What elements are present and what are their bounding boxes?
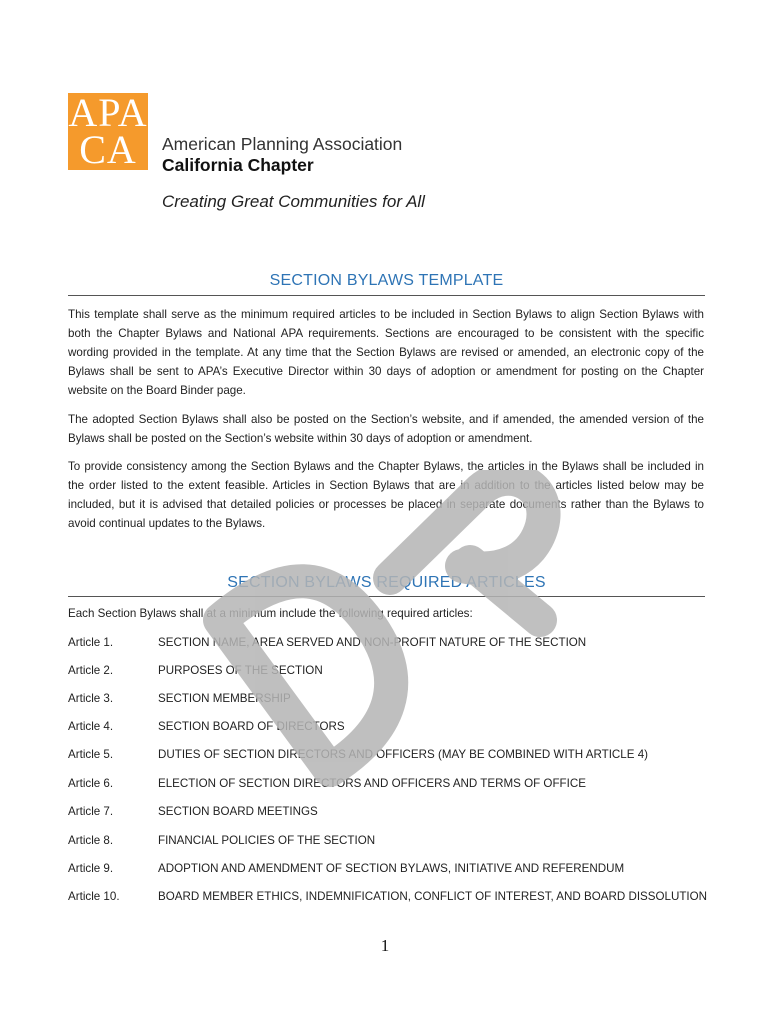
article-title: SECTION MEMBERSHIP [158,692,291,705]
paragraph-website-posting: The adopted Section Bylaws shall also be posted on the Section’s website, and if amended, the amended version of the Bylaws shall be posted on the Section’s website within 30 days of adoption or amendment. [68,413,704,445]
organization-name: American Planning Association [162,134,403,154]
heading-divider [68,295,705,296]
article-number: Article 9. [68,862,114,875]
article-number: Article 6. [68,777,114,790]
required-articles-intro: Each Section Bylaws shall at a minimum include the following required articles: [68,607,473,620]
article-number: Article 2. [68,664,114,677]
article-number: Article 7. [68,805,114,818]
article-title: SECTION BOARD MEETINGS [158,805,318,818]
section-bylaws-template-heading: SECTION BYLAWS TEMPLATE [269,272,504,289]
article-row [68,890,708,908]
article-row [68,692,708,710]
article-number: Article 1. [68,636,114,649]
article-row [68,862,708,880]
article-title: SECTION NAME, AREA SERVED AND NON-PROFIT NATURE OF THE SECTION [158,636,587,649]
article-row [68,720,708,738]
article-title: PURPOSES OF THE SECTION [158,664,323,677]
article-row [68,664,708,682]
article-title: DUTIES OF SECTION DIRECTORS AND OFFICERS (MAY BE COMBINED WITH ARTICLE 4) [158,748,648,761]
article-number: Article 8. [68,834,114,847]
article-number: Article 4. [68,720,114,733]
chapter-name: California Chapter [162,155,314,175]
article-row [68,805,708,823]
article-row [68,777,708,795]
article-title: SECTION BOARD OF DIRECTORS [158,720,345,733]
article-number: Article 3. [68,692,114,705]
article-row [68,748,708,766]
logo-text-ca: CA [79,127,137,172]
tagline: Creating Great Communities for All [162,192,425,211]
heading-divider [68,596,705,597]
article-title: BOARD MEMBER ETHICS, INDEMNIFICATION, CONFLICT OF INTEREST, AND BOARD DISSOLUTION [158,890,708,903]
article-number: Article 10. [68,890,120,903]
page-number: 1 [380,936,390,955]
article-number: Article 5. [68,748,114,761]
article-title: ELECTION OF SECTION DIRECTORS AND OFFICERS AND TERMS OF OFFICE [158,777,586,790]
article-title: ADOPTION AND AMENDMENT OF SECTION BYLAWS, INITIATIVE AND REFERENDUM [158,862,625,875]
required-articles-heading: SECTION BYLAWS REQUIRED ARTICLES [227,574,546,591]
paragraph-template-purpose: This template shall serve as the minimum required articles to be included in Section Bylaws to align Section Bylaws with both the Chapter Bylaws and National APA requirements. Sections are encouraged to be consistent with the specific wording provided in the template. At any time that the Section Bylaws are revised or amended, an electronic copy of the Bylaws shall be sent to APA’s Executive Director within 30 days of adoption or amendment for posting on the Chapter website on the Board Binder page. [68,308,704,397]
logo-text-apa: APA [68,90,148,135]
article-row [68,834,708,852]
apa-ca-logo [68,90,148,172]
article-row [68,636,708,654]
paragraph-consistency: To provide consistency among the Section Bylaws and the Chapter Bylaws, the articles in the Bylaws shall be included in the order listed to the extent feasible. Articles in Section Bylaws that are in addition to the articles listed below may be included, but it is advised that detailed policies or processes be placed in separate documents rather than the Bylaws to avoid continual updates to the Bylaws. [68,460,704,530]
article-title: FINANCIAL POLICIES OF THE SECTION [158,834,376,847]
